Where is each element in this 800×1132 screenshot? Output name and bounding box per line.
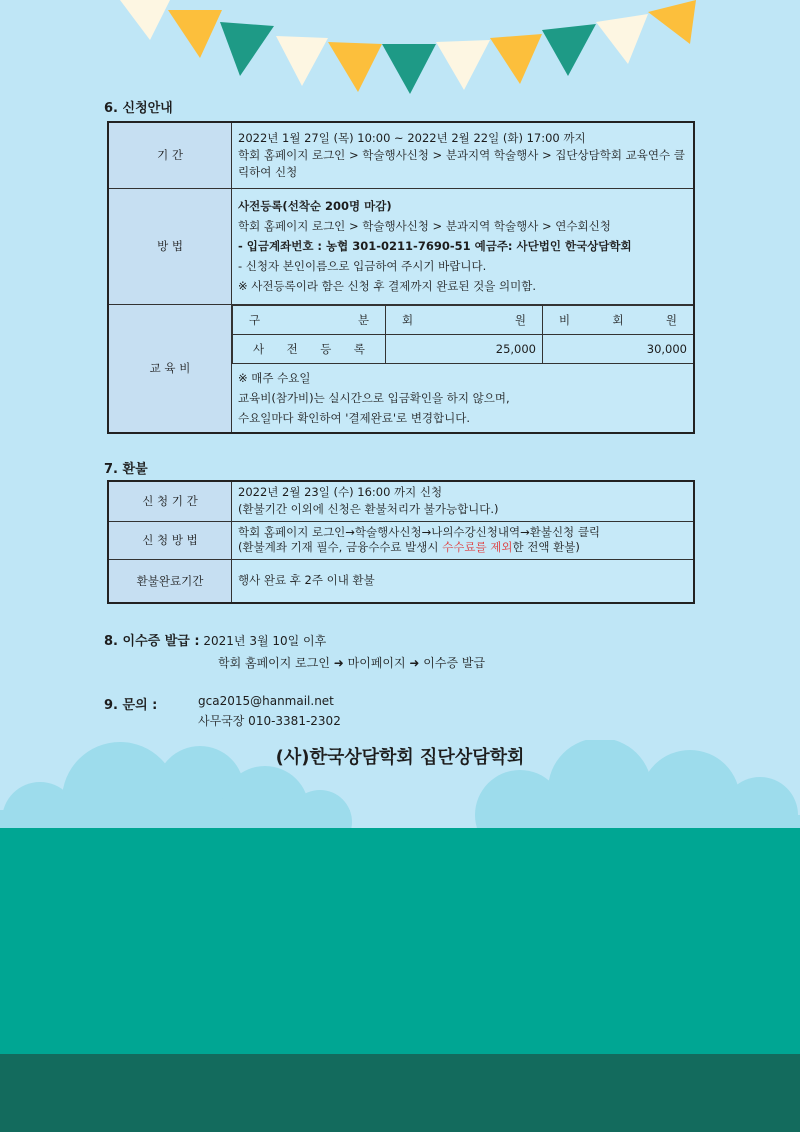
- ground-dark-band: [0, 1054, 800, 1132]
- flag-cream-1: [120, 0, 170, 40]
- fee-table: [232, 305, 693, 364]
- flag-yellow-2: [328, 42, 382, 92]
- bank-account: - 입금계좌번호 : 농협 301-0211-7690-51 예금주: 사단법인 한국상담학회: [238, 239, 632, 253]
- refund-path: 학회 홈페이지 로그인→학술행사신청→나의수강신청내역→환불신청 클릭: [238, 525, 601, 539]
- refund-complete-text: 행사 완료 후 2주 이내 환불: [232, 559, 695, 603]
- flag-cream-2: [276, 36, 328, 86]
- refund-deadline: 2022년 2월 23일 (수) 16:00 까지 신청: [238, 485, 443, 500]
- refund-period-label: 신 청 기 간: [108, 481, 232, 521]
- method-path: 학회 홈페이지 로그인 > 학술행사신청 > 분과지역 학술행사 > 연수회신청: [238, 219, 611, 233]
- period-cell: [232, 122, 695, 188]
- period-dates: 2022년 1월 27일 (목) 10:00 ~ 2022년 2월 22일 (화) 17:00 까지: [238, 130, 586, 145]
- pre-registration-note: ※ 사전등록이라 함은 신청 후 결제까지 완료된 것을 의미함.: [238, 279, 537, 293]
- fee-row-label: 사 전 등 록: [233, 334, 386, 363]
- section-6-title: 6. 신청안내: [104, 101, 173, 116]
- refund-table: [107, 480, 695, 604]
- contact-email[interactable]: gca2015@hanmail.net: [198, 694, 334, 708]
- ground: [0, 828, 800, 1054]
- section-8-title: 8. 이수증 발급 :: [104, 634, 200, 649]
- fee-label: 교 육 비: [108, 304, 232, 433]
- bunting-decoration: [0, 0, 800, 100]
- flag-teal-3: [542, 24, 596, 76]
- period-path: 학회 홈페이지 로그인 > 학술행사신청 > 분과지역 학술행사 > 집단상담학회 교육연수 클릭하여 신청: [238, 147, 685, 179]
- section-7-title: 7. 환불: [104, 462, 148, 477]
- flag-teal-1: [220, 22, 274, 76]
- flag-yellow-1: [168, 10, 222, 58]
- fee-nonmember-value: 30,000: [543, 334, 694, 363]
- contact-phone: 사무국장 010-3381-2302: [198, 714, 341, 728]
- flag-cream-3: [436, 40, 490, 90]
- certificate-date: 2021년 3월 10일 이후: [199, 634, 327, 648]
- method-cell: [232, 188, 695, 304]
- fee-excluded-highlight: 수수료를 제외: [442, 540, 513, 554]
- deposit-note: - 신청자 본인이름으로 입금하여 주시기 바랍니다.: [238, 259, 487, 273]
- organization-name: (사)한국상담학회 집단상담학회: [275, 747, 525, 768]
- fee-header-nonmember: 비 회 원: [543, 305, 694, 334]
- refund-period-cell: [232, 481, 695, 521]
- fee-header-category: 구 분: [233, 305, 386, 334]
- method-label: 방 법: [108, 188, 232, 304]
- flag-cream-4: [596, 14, 648, 64]
- fee-note-3: 수요일마다 확인하여 '결제완료'로 변경합니다.: [238, 410, 471, 425]
- refund-method-label: 신 청 방 법: [108, 521, 232, 559]
- section-9-title: 9. 문의 :: [104, 698, 158, 713]
- pre-registration: 사전등록(선착순 200명 마감): [238, 199, 392, 213]
- application-table: [107, 121, 695, 434]
- fee-member-value: 25,000: [386, 334, 543, 363]
- flag-yellow-4: [648, 0, 696, 44]
- landscape-decoration: [0, 740, 800, 1132]
- fee-note-2: 교육비(참가비)는 실시간으로 입금확인을 하지 않으며,: [238, 390, 510, 405]
- refund-account-note: (환불계좌 기재 필수, 금융수수료 발생시 수수료를 제외한 전액 환불): [238, 540, 580, 554]
- fee-header-member: 회 원: [386, 305, 543, 334]
- refund-complete-label: 환불완료기간: [108, 559, 232, 603]
- fee-notes: [232, 364, 693, 432]
- fee-note-1: ※ 매주 수요일: [238, 370, 311, 385]
- certificate-path: 학회 홈페이지 로그인 ➜ 마이페이지 ➜ 이수증 발급: [218, 656, 486, 670]
- flag-yellow-3: [490, 34, 542, 84]
- refund-deadline-note: (환불기간 이외에 신청은 환불처리가 불가능합니다.): [238, 502, 499, 517]
- fee-cell: [232, 304, 695, 433]
- refund-method-cell: [232, 521, 695, 559]
- certificate-line: [104, 630, 326, 649]
- period-label: 기 간: [108, 122, 232, 188]
- flag-teal-2: [382, 44, 436, 94]
